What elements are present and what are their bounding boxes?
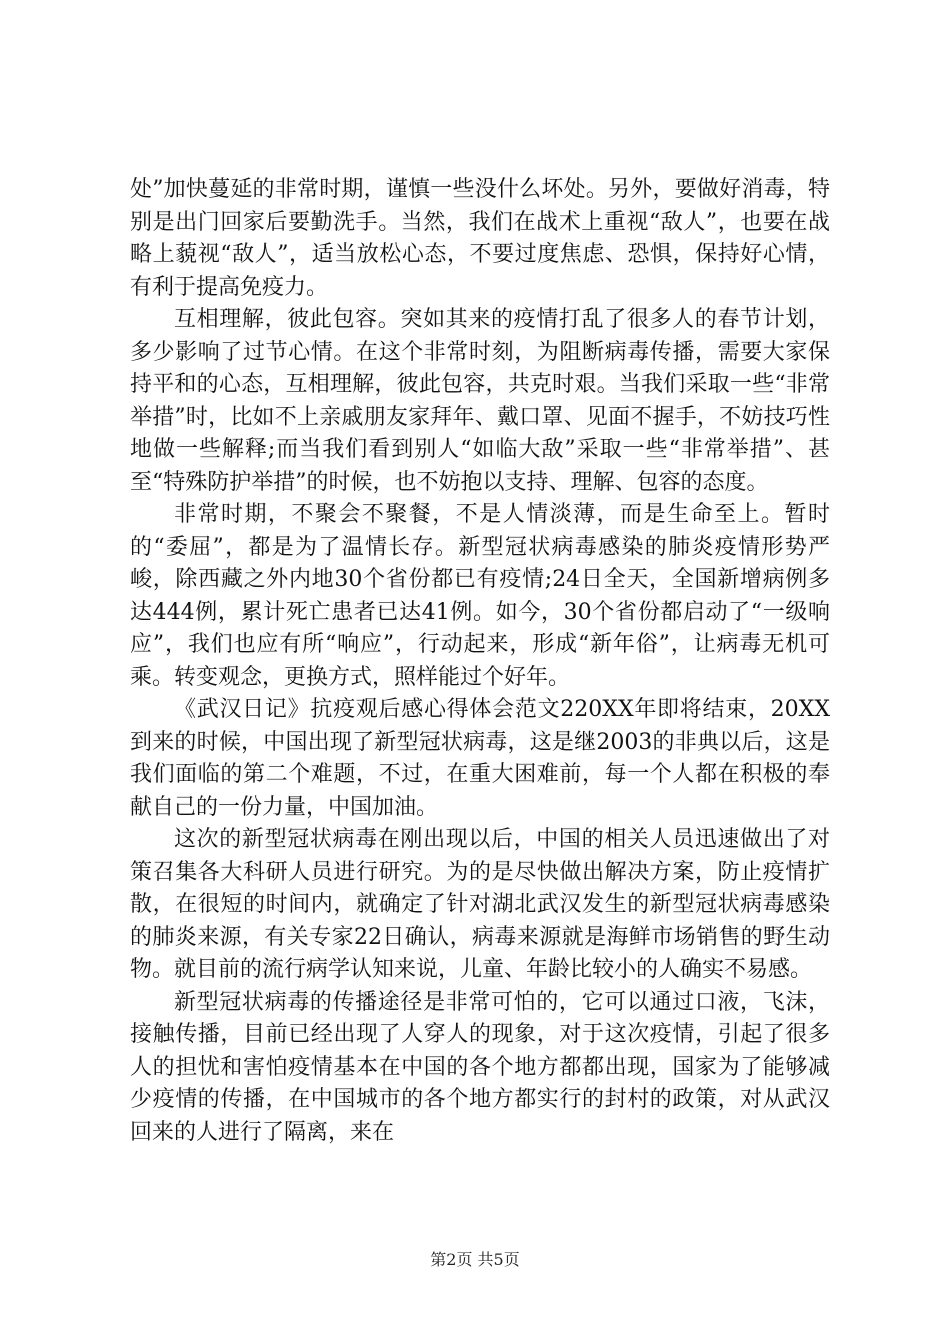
paragraph-2: 互相理解，彼此包容。突如其来的疫情打乱了很多人的春节计划，多少影响了过节心情。在这个非常时刻，为阻断病毒传播，需要大家保持平和的心态，互相理解，彼此包容，共克时艰。当我们采取一些“非常举措”时，比如不上亲戚朋友家拜年、戴口罩、见面不握手，不妨技巧性地做一些解释;而当我们看到别人“如临大敌”采取一些“非常举措”、甚至“特殊防护举措”的时候，也不妨抱以支持、理解、包容的态度。 <box>130 307 830 495</box>
paragraph-3: 非常时期，不聚会不聚餐，不是人情淡薄，而是生命至上。暂时的“委屈”，都是为了温情长存。新型冠状病毒感染的肺炎疫情形势严峻，除西藏之外内地30个省份都已有疫情;24日全天，全国新增病例多达444例，累计死亡患者已达41例。如今，30个省份都启动了“一级响应”，我们也应有所“响应”，行动起来，形成“新年俗”，让病毒无机可乘。转变观念，更换方式，照样能过个好年。 <box>130 502 830 690</box>
document-body <box>130 174 830 1149</box>
paragraph-4: 《武汉日记》抗疫观后感心得体会范文220XX年即将结束，20XX到来的时候，中国出现了新型冠状病毒，这是继2003的非典以后，这是我们面临的第二个难题，不过，在重大困难前，每一个人都在积极的奉献自己的一份力量，中国加油。 <box>130 697 830 820</box>
page-footer: 第2页 共5页 <box>430 1250 520 1269</box>
paragraph-5: 这次的新型冠状病毒在刚出现以后，中国的相关人员迅速做出了对策召集各大科研人员进行研究。为的是尽快做出解决方案，防止疫情扩散，在很短的时间内，就确定了针对湖北武汉发生的新型冠状病毒感染的肺炎来源，有关专家22日确认，病毒来源就是海鲜市场销售的野生动物。就目前的流行病学认知来说，儿童、年龄比较小的人确实不易感。 <box>130 827 830 982</box>
paragraph-1: 处”加快蔓延的非常时期，谨慎一些没什么坏处。另外，要做好消毒，特别是出门回家后要勤洗手。当然，我们在战术上重视“敌人”，也要在战略上藐视“敌人”，适当放松心态，不要过度焦虑、恐惧，保持好心情，有利于提高免疫力。 <box>130 177 830 300</box>
paragraph-6: 新型冠状病毒的传播途径是非常可怕的，它可以通过口液，飞沫，接触传播，目前已经出现了人穿人的现象，对于这次疫情，引起了很多人的担忧和害怕疫情基本在中国的各个地方都都出现，国家为了能够减少疫情的传播，在中国城市的各个地方都实行的封村的政策，对从武汉回来的人进行了隔离，来在 <box>130 989 830 1145</box>
